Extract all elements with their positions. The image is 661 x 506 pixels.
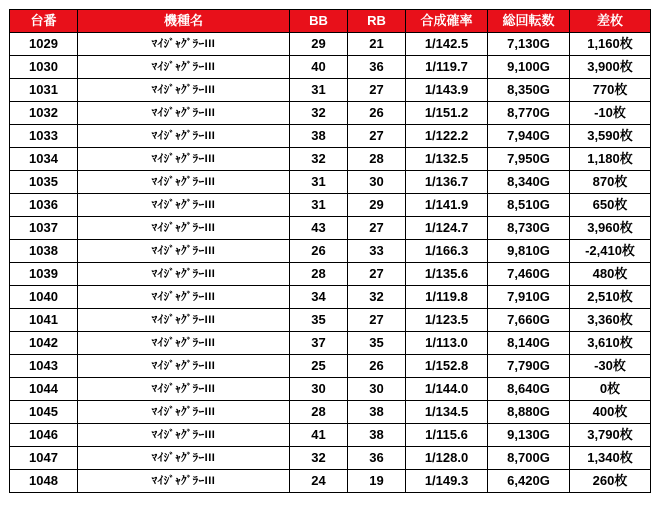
cell-total-spins: 8,510G: [488, 194, 570, 217]
header-medal-difference: 差枚: [570, 10, 651, 33]
cell-machine-name: ﾏｲｼﾞｬｸﾞﾗｰIII: [78, 79, 290, 102]
table-row: [10, 56, 651, 79]
cell-machine-name: ﾏｲｼﾞｬｸﾞﾗｰIII: [78, 56, 290, 79]
cell-machine-number: 1038: [10, 240, 78, 263]
cell-medal-difference: 400枚: [570, 401, 651, 424]
cell-machine-name: ﾏｲｼﾞｬｸﾞﾗｰIII: [78, 148, 290, 171]
table-row: [10, 355, 651, 378]
cell-combined-probability: 1/119.8: [406, 286, 488, 309]
table-row: [10, 102, 651, 125]
cell-regular-bonus: 38: [348, 424, 406, 447]
cell-big-bonus: 43: [290, 217, 348, 240]
cell-total-spins: 9,810G: [488, 240, 570, 263]
cell-regular-bonus: 30: [348, 378, 406, 401]
cell-machine-name: ﾏｲｼﾞｬｸﾞﾗｰIII: [78, 33, 290, 56]
cell-combined-probability: 1/132.5: [406, 148, 488, 171]
cell-machine-number: 1033: [10, 125, 78, 148]
cell-machine-name: ﾏｲｼﾞｬｸﾞﾗｰIII: [78, 194, 290, 217]
cell-regular-bonus: 33: [348, 240, 406, 263]
cell-total-spins: 7,130G: [488, 33, 570, 56]
cell-medal-difference: 1,340枚: [570, 447, 651, 470]
header-total-spins: 総回転数: [488, 10, 570, 33]
cell-big-bonus: 28: [290, 263, 348, 286]
cell-machine-number: 1046: [10, 424, 78, 447]
cell-big-bonus: 41: [290, 424, 348, 447]
header-row: [10, 10, 651, 33]
cell-regular-bonus: 36: [348, 447, 406, 470]
cell-big-bonus: 31: [290, 194, 348, 217]
cell-total-spins: 7,940G: [488, 125, 570, 148]
table-row: [10, 286, 651, 309]
cell-machine-name: ﾏｲｼﾞｬｸﾞﾗｰIII: [78, 378, 290, 401]
table-row: [10, 424, 651, 447]
cell-regular-bonus: 21: [348, 33, 406, 56]
table-row: [10, 470, 651, 493]
cell-machine-number: 1031: [10, 79, 78, 102]
cell-machine-name: ﾏｲｼﾞｬｸﾞﾗｰIII: [78, 424, 290, 447]
cell-total-spins: 7,460G: [488, 263, 570, 286]
cell-machine-number: 1040: [10, 286, 78, 309]
cell-machine-name: ﾏｲｼﾞｬｸﾞﾗｰIII: [78, 217, 290, 240]
cell-machine-number: 1048: [10, 470, 78, 493]
cell-machine-number: 1045: [10, 401, 78, 424]
table-row: [10, 194, 651, 217]
cell-medal-difference: 0枚: [570, 378, 651, 401]
cell-machine-number: 1039: [10, 263, 78, 286]
table-row: [10, 171, 651, 194]
cell-big-bonus: 34: [290, 286, 348, 309]
cell-medal-difference: 260枚: [570, 470, 651, 493]
cell-machine-number: 1041: [10, 309, 78, 332]
cell-total-spins: 8,880G: [488, 401, 570, 424]
cell-total-spins: 9,100G: [488, 56, 570, 79]
cell-combined-probability: 1/144.0: [406, 378, 488, 401]
header-machine-name: 機種名: [78, 10, 290, 33]
table-row: [10, 447, 651, 470]
cell-machine-number: 1029: [10, 33, 78, 56]
cell-regular-bonus: 27: [348, 125, 406, 148]
cell-combined-probability: 1/141.9: [406, 194, 488, 217]
cell-regular-bonus: 26: [348, 355, 406, 378]
cell-medal-difference: 3,790枚: [570, 424, 651, 447]
cell-total-spins: 8,640G: [488, 378, 570, 401]
cell-machine-name: ﾏｲｼﾞｬｸﾞﾗｰIII: [78, 470, 290, 493]
cell-big-bonus: 31: [290, 171, 348, 194]
cell-medal-difference: 480枚: [570, 263, 651, 286]
cell-big-bonus: 31: [290, 79, 348, 102]
cell-big-bonus: 32: [290, 102, 348, 125]
cell-machine-name: ﾏｲｼﾞｬｸﾞﾗｰIII: [78, 240, 290, 263]
table-row: [10, 33, 651, 56]
cell-big-bonus: 29: [290, 33, 348, 56]
cell-medal-difference: 3,360枚: [570, 309, 651, 332]
header-regular-bonus: RB: [348, 10, 406, 33]
table-body: [10, 33, 651, 493]
table-header: [10, 10, 651, 33]
cell-machine-name: ﾏｲｼﾞｬｸﾞﾗｰIII: [78, 263, 290, 286]
cell-medal-difference: -30枚: [570, 355, 651, 378]
cell-machine-name: ﾏｲｼﾞｬｸﾞﾗｰIII: [78, 309, 290, 332]
cell-combined-probability: 1/134.5: [406, 401, 488, 424]
cell-big-bonus: 32: [290, 447, 348, 470]
cell-big-bonus: 32: [290, 148, 348, 171]
cell-total-spins: 7,790G: [488, 355, 570, 378]
cell-machine-name: ﾏｲｼﾞｬｸﾞﾗｰIII: [78, 102, 290, 125]
cell-combined-probability: 1/142.5: [406, 33, 488, 56]
cell-combined-probability: 1/149.3: [406, 470, 488, 493]
cell-machine-number: 1042: [10, 332, 78, 355]
cell-combined-probability: 1/115.6: [406, 424, 488, 447]
cell-regular-bonus: 27: [348, 309, 406, 332]
cell-regular-bonus: 36: [348, 56, 406, 79]
cell-machine-number: 1037: [10, 217, 78, 240]
table-row: [10, 125, 651, 148]
cell-regular-bonus: 27: [348, 263, 406, 286]
cell-big-bonus: 40: [290, 56, 348, 79]
cell-combined-probability: 1/152.8: [406, 355, 488, 378]
cell-machine-name: ﾏｲｼﾞｬｸﾞﾗｰIII: [78, 401, 290, 424]
cell-medal-difference: -10枚: [570, 102, 651, 125]
header-big-bonus: BB: [290, 10, 348, 33]
cell-big-bonus: 26: [290, 240, 348, 263]
cell-total-spins: 9,130G: [488, 424, 570, 447]
cell-combined-probability: 1/123.5: [406, 309, 488, 332]
cell-combined-probability: 1/113.0: [406, 332, 488, 355]
cell-machine-number: 1044: [10, 378, 78, 401]
cell-big-bonus: 28: [290, 401, 348, 424]
cell-total-spins: 7,950G: [488, 148, 570, 171]
cell-combined-probability: 1/135.6: [406, 263, 488, 286]
cell-regular-bonus: 29: [348, 194, 406, 217]
table-row: [10, 240, 651, 263]
cell-big-bonus: 24: [290, 470, 348, 493]
table-row: [10, 148, 651, 171]
cell-total-spins: 6,420G: [488, 470, 570, 493]
cell-medal-difference: 3,590枚: [570, 125, 651, 148]
cell-regular-bonus: 19: [348, 470, 406, 493]
cell-big-bonus: 25: [290, 355, 348, 378]
cell-combined-probability: 1/128.0: [406, 447, 488, 470]
cell-machine-name: ﾏｲｼﾞｬｸﾞﾗｰIII: [78, 332, 290, 355]
table-row: [10, 217, 651, 240]
cell-regular-bonus: 26: [348, 102, 406, 125]
cell-machine-number: 1036: [10, 194, 78, 217]
cell-combined-probability: 1/151.2: [406, 102, 488, 125]
cell-total-spins: 7,660G: [488, 309, 570, 332]
cell-combined-probability: 1/136.7: [406, 171, 488, 194]
cell-regular-bonus: 30: [348, 171, 406, 194]
cell-medal-difference: 650枚: [570, 194, 651, 217]
cell-medal-difference: 870枚: [570, 171, 651, 194]
cell-machine-name: ﾏｲｼﾞｬｸﾞﾗｰIII: [78, 125, 290, 148]
cell-medal-difference: 3,900枚: [570, 56, 651, 79]
cell-medal-difference: 1,180枚: [570, 148, 651, 171]
cell-machine-number: 1032: [10, 102, 78, 125]
cell-total-spins: 8,700G: [488, 447, 570, 470]
cell-combined-probability: 1/143.9: [406, 79, 488, 102]
cell-machine-number: 1030: [10, 56, 78, 79]
cell-total-spins: 8,770G: [488, 102, 570, 125]
cell-machine-name: ﾏｲｼﾞｬｸﾞﾗｰIII: [78, 171, 290, 194]
cell-total-spins: 8,140G: [488, 332, 570, 355]
cell-regular-bonus: 38: [348, 401, 406, 424]
cell-regular-bonus: 35: [348, 332, 406, 355]
table-row: [10, 401, 651, 424]
table-row: [10, 263, 651, 286]
cell-machine-number: 1035: [10, 171, 78, 194]
cell-machine-name: ﾏｲｼﾞｬｸﾞﾗｰIII: [78, 355, 290, 378]
cell-medal-difference: 3,610枚: [570, 332, 651, 355]
cell-medal-difference: 2,510枚: [570, 286, 651, 309]
cell-total-spins: 7,910G: [488, 286, 570, 309]
cell-regular-bonus: 27: [348, 79, 406, 102]
cell-machine-number: 1047: [10, 447, 78, 470]
cell-combined-probability: 1/124.7: [406, 217, 488, 240]
cell-regular-bonus: 28: [348, 148, 406, 171]
cell-regular-bonus: 27: [348, 217, 406, 240]
cell-total-spins: 8,340G: [488, 171, 570, 194]
table-row: [10, 378, 651, 401]
cell-medal-difference: 770枚: [570, 79, 651, 102]
data-table-container: [9, 9, 651, 493]
cell-big-bonus: 38: [290, 125, 348, 148]
cell-medal-difference: 1,160枚: [570, 33, 651, 56]
header-combined-probability: 合成確率: [406, 10, 488, 33]
table-row: [10, 309, 651, 332]
cell-combined-probability: 1/122.2: [406, 125, 488, 148]
slot-data-table: [9, 9, 651, 493]
cell-big-bonus: 30: [290, 378, 348, 401]
cell-big-bonus: 35: [290, 309, 348, 332]
cell-total-spins: 8,730G: [488, 217, 570, 240]
cell-machine-name: ﾏｲｼﾞｬｸﾞﾗｰIII: [78, 447, 290, 470]
cell-medal-difference: 3,960枚: [570, 217, 651, 240]
table-row: [10, 79, 651, 102]
cell-machine-name: ﾏｲｼﾞｬｸﾞﾗｰIII: [78, 286, 290, 309]
cell-medal-difference: -2,410枚: [570, 240, 651, 263]
cell-combined-probability: 1/166.3: [406, 240, 488, 263]
cell-big-bonus: 37: [290, 332, 348, 355]
cell-machine-number: 1034: [10, 148, 78, 171]
cell-combined-probability: 1/119.7: [406, 56, 488, 79]
cell-regular-bonus: 32: [348, 286, 406, 309]
cell-total-spins: 8,350G: [488, 79, 570, 102]
cell-machine-number: 1043: [10, 355, 78, 378]
header-machine-number: 台番: [10, 10, 78, 33]
table-row: [10, 332, 651, 355]
